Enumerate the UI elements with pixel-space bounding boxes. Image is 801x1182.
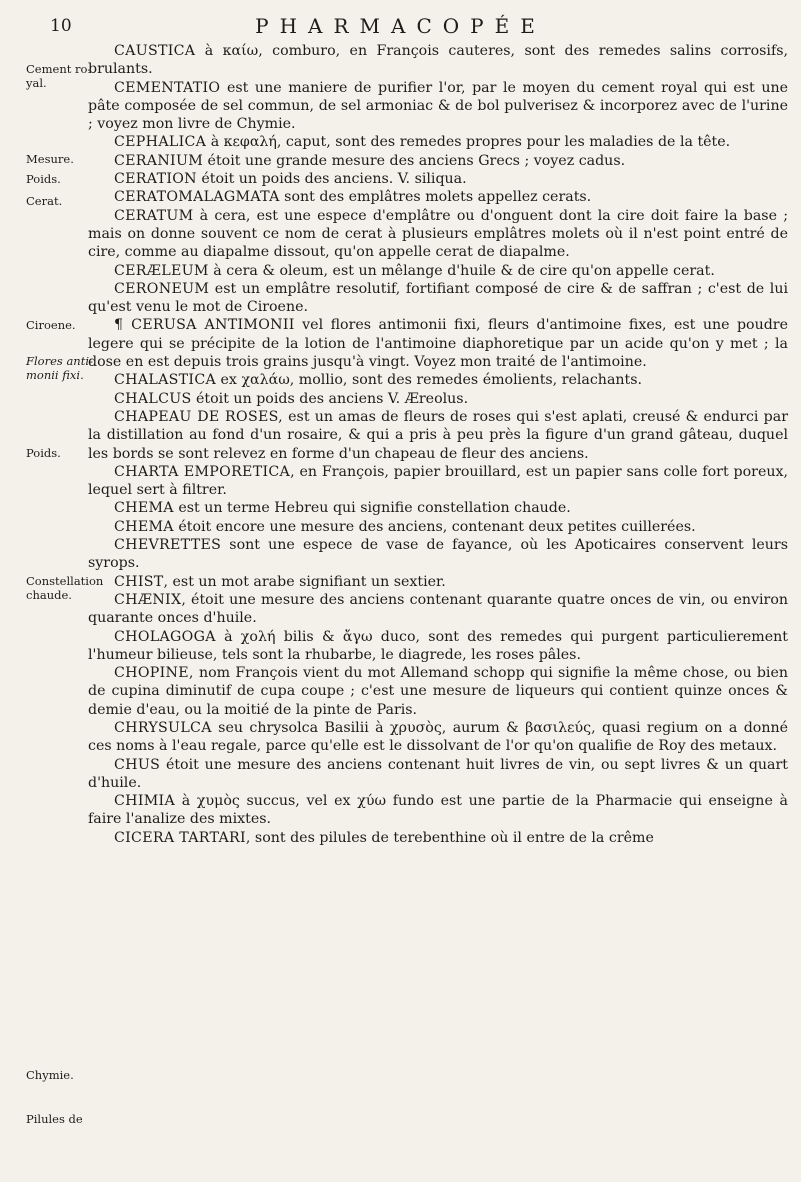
entry-chimia: CHIMIA à χυμὸς succus, vel ex χύω fundo est une partie de la Pharmacie qui enseigne à faire l'analize des mixtes. <box>88 793 788 828</box>
entry-chema: CHEMA est un terme Hebreu qui signifie constellation chaude. <box>114 500 571 517</box>
entry-ceroneum: CERONEUM est un emplâtre resolutif, fortifiant composé de cire & de saffran ; c'est de lui qu'est venu le mot de Ciroene. <box>88 280 788 316</box>
margin-note-poids: Poids. <box>26 172 61 186</box>
margin-note-chymie: Chymie. <box>26 1068 74 1082</box>
margin-note-mesure: Mesure. <box>26 152 74 166</box>
entry-cementatio: CEMENTATIO est une maniere de purifier l'or, par le moyen du cement royal qui est une pâte composée de sel commun, de sel armoniac & de bol pulverisez & incorporez avec de l'urine ; voyez mon livre de Chymie. <box>88 79 788 133</box>
margin-note-cement: Cement ro- yal. <box>26 62 92 90</box>
entry-chema-2: CHEMA étoit encore une mesure des anciens, contenant deux petites cuillerées. <box>114 518 696 535</box>
entry-ceratomalagmata: CERATOMALAGMATA sont des emplâtres molets appellez cerats. <box>114 189 592 206</box>
entry-ceranium: CERANIUM étoit une grande mesure des anciens Grecs ; voyez cadus. <box>114 152 626 169</box>
page-title: PHARMACOPÉE <box>255 14 546 38</box>
margin-note-poids-2: Poids. <box>26 446 61 460</box>
entry-ceraeleum: CERÆLEUM à cera & oleum, est un mêlange d'huile & de cire qu'on appelle cerat. <box>114 262 715 279</box>
margin-note-ciroene: Ciroene. <box>26 318 76 332</box>
entry-chrysulca: CHRYSULCA seu chrysolca Basilii à χρυσὸς, aurum & βασιλεύς, quasi regium on a donné ces noms à l'eau regale, parce qu'elle est le dissolvant de l'or qu'on qualifie de Roy des metaux. <box>88 719 788 755</box>
entry-caustica: CAUSTICA à καίω, comburo, en François cauteres, sont des remedes salins corrosifs, brulants. <box>88 43 788 78</box>
entry-cephalica: CEPHALICA à κεφαλή, caput, sont des remedes propres pour les maladies de la tête. <box>114 134 731 151</box>
entry-chus: CHUS étoit une mesure des anciens contenant huit livres de vin, ou sept livres & un quart d'huile. <box>88 756 788 791</box>
entry-chaenix: CHÆNIX, étoit une mesure des anciens contenant quarante quatre onces de vin, ou environ quarante onces d'huile. <box>88 591 788 627</box>
margin-note-flores: Flores anti- monii fixi. <box>26 354 93 382</box>
entry-chapeau-de-roses: CHAPEAU DE ROSES, est un amas de fleurs de roses qui s'est aplati, creusé & endurci par la distillation au fond d'un rosaire, & qui a pris à peu près la figure d'un grand gâteau, duquel les bords se sont relevez en forme d'un chapeau de fleur des anciens. <box>88 408 789 462</box>
entry-chalcus: CHALCUS étoit un poids des anciens V. Æreolus. <box>114 390 469 407</box>
dictionary-body <box>88 42 788 847</box>
entry-cholagoga: CHOLAGOGA à χολή bilis & ἄγω duco, sont des remedes qui purgent particulierement l'humeur bilieuse, tels sont la rhubarbe, le diagrede, les roses pâles. <box>88 628 788 663</box>
entry-chevrettes: CHEVRETTES sont une espece de vase de fayance, où les Apoticaires conservent leurs syrops. <box>88 537 788 572</box>
entry-chist: CHIST, est un mot arabe signifiant un sextier. <box>114 573 446 590</box>
running-header <box>0 14 801 40</box>
entry-cerusa-antimonii: ¶ CERUSA ANTIMONII vel flores antimonii fixi, fleurs d'antimoine fixes, est une poudre legere qui se précipite de la lotion de l'antimoine diaphoretique par un acide qu'on y met ; la dose en est depuis trois grains jusqu'à vingt. Voyez mon traité de l'antimoine. <box>88 317 788 371</box>
entry-ceratum: CERATUM à cera, est une espece d'emplâtre ou d'onguent dont la cire doit faire la base ; mais on donne souvent ce nom de cerat à plusieurs emplâtres molets où il n'est point entré de cire, comme au diapalme dissout, qu'on appelle cerat de diapalme. <box>88 207 788 261</box>
entry-chalastica: CHALASTICA ex χαλάω, mollio, sont des remedes émolients, relachants. <box>114 372 643 389</box>
entry-charta-emporetica: CHARTA EMPORETICA, en François, papier brouillard, est un papier sans colle fort poreux, lequel sert à filtrer. <box>88 463 788 499</box>
entry-cicera-tartari: CICERA TARTARI, sont des pilules de terebenthine où il entre de la crême <box>114 829 654 846</box>
margin-note-pilules: Pilules de <box>26 1112 83 1126</box>
margin-note-cerat: Cerat. <box>26 194 63 208</box>
page-number: 10 <box>50 16 72 36</box>
margin-note-constellation: Constellation chaude. <box>26 574 104 602</box>
entry-chopine: CHOPINE, nom François vient du mot Allemand schopp qui signifie la même chose, ou bien de cupina diminutif de cupa coupe ; c'est une mesure de liqueurs qui contient quinze onces & demie d'eau, ou la moitié de la pinte de Paris. <box>88 665 788 718</box>
entry-ceration: CERATION étoit un poids des anciens. V. siliqua. <box>114 171 467 188</box>
